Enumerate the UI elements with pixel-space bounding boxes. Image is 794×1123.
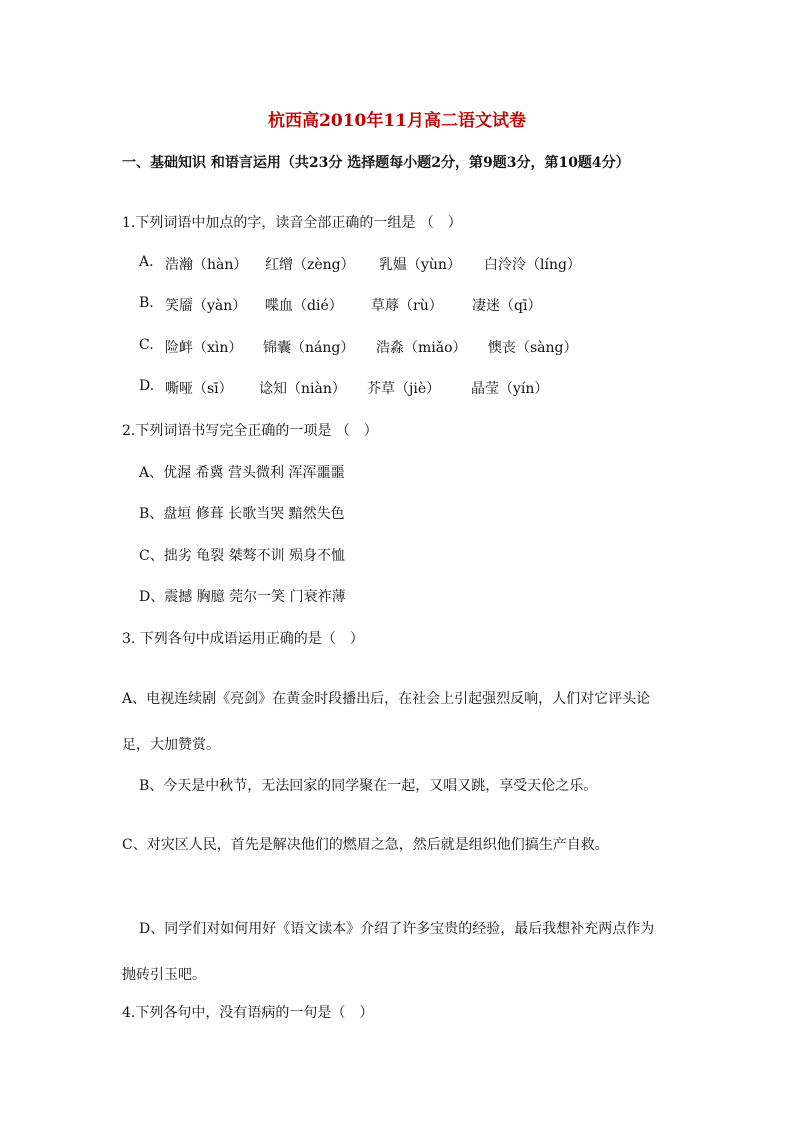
q3-option-a: A、电视连续剧《亮剑》在黄金时段播出后，在社会上引起强烈反响，人们对它评头论足，大加赞赏。: [122, 691, 651, 753]
option-item: 嘶哑（sī）: [165, 381, 233, 397]
q3-option-d: D、同学们对如何用好《语文读本》介绍了许多宝贵的经验，最后我想补充两点作为抛砖引玉吧。: [122, 921, 655, 983]
option-label: C.: [139, 337, 154, 353]
option-item: 险衅（xìn）: [165, 340, 243, 356]
option-item: 红缯（zèng）: [265, 257, 355, 273]
option-label: B.: [139, 295, 154, 311]
option-label: D.: [139, 378, 155, 394]
option-item: 笑靥（yàn）: [165, 298, 247, 314]
option-label: A.: [139, 254, 154, 270]
q2-option-a: A、优渥 希冀 营头微利 浑浑噩噩: [139, 465, 345, 481]
option-item: 喋血（dié）: [265, 298, 343, 314]
exam-title: 杭西高2010年11月高二语文试卷: [268, 111, 526, 131]
option-item: 浩瀚（hàn）: [165, 257, 248, 273]
option-item: 浩淼（miǎo）: [376, 340, 467, 356]
q3-option-b: B、今天是中秋节，无法回家的同学聚在一起，又唱又跳，享受天伦之乐。: [139, 778, 598, 794]
option-item: 乳媪（yùn）: [379, 257, 461, 273]
question-3-stem: 3. 下列各句中成语运用正确的是（ ）: [122, 631, 364, 647]
option-item: 锦囊（náng）: [263, 340, 355, 356]
q2-option-b: B、盘垣 修葺 长歌当哭 黯然失色: [139, 506, 345, 522]
option-item: 草蓐（rù）: [371, 298, 443, 314]
option-item: 谂知（niàn）: [259, 381, 346, 397]
option-item: 晶莹（yín）: [471, 381, 549, 397]
q3-option-c: C、对灾区人民，首先是解决他们的燃眉之急，然后就是组织他们搞生产自救。: [122, 837, 609, 853]
option-item: 懊丧（sàng）: [488, 340, 578, 356]
section-heading: 一、基础知识 和语言运用（共23分 选择题每小题2分，第9题3分，第10题4分）: [122, 155, 630, 171]
option-item: 白泠泠（líng）: [484, 257, 581, 273]
question-2-stem: 2.下列词语书写完全正确的一项是 （ ）: [122, 423, 378, 439]
question-4-stem: 4.下列各句中，没有语病的一句是（ ）: [122, 1005, 374, 1021]
q2-option-c: C、拙劣 龟裂 桀骜不训 殒身不恤: [139, 548, 346, 564]
q2-option-d: D、震撼 胸臆 莞尔一笑 门衰祚薄: [139, 589, 346, 605]
option-item: 芥草（jiè）: [367, 381, 441, 397]
question-1-stem: 1.下列词语中加点的字，读音全部正确的一组是 （ ）: [122, 215, 462, 231]
option-item: 凄迷（qī）: [472, 298, 542, 314]
